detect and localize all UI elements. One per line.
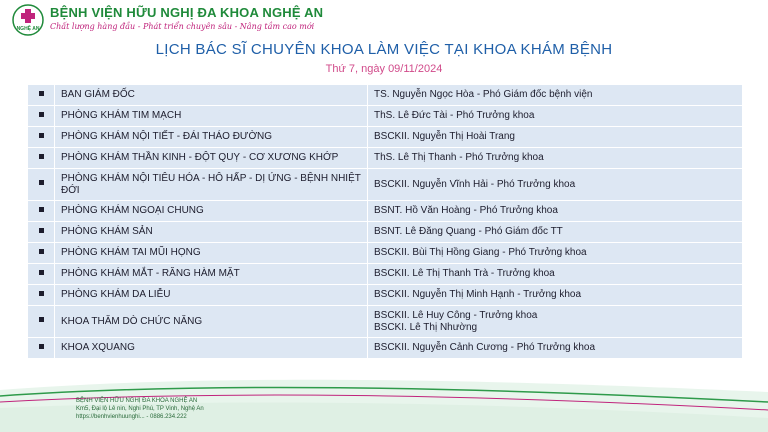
department-cell: PHÒNG KHÁM SẢN: [55, 222, 368, 243]
bullet-icon: [28, 222, 55, 243]
bullet-icon: [28, 127, 55, 148]
bullet-icon: [28, 264, 55, 285]
bullet-icon: [28, 85, 55, 106]
doctor-cell: BSCKII. Nguyễn Cảnh Cương - Phó Trưởng khoa: [368, 338, 743, 359]
department-cell: PHÒNG KHÁM TAI MŨI HỌNG: [55, 243, 368, 264]
department-cell: KHOA XQUANG: [55, 338, 368, 359]
table-row: [28, 243, 743, 264]
hospital-slogan: Chất lượng hàng đầu - Phát triển chuyên sâu - Nâng tầm cao mới: [50, 22, 315, 31]
page-title: LỊCH BÁC SĨ CHUYÊN KHOA LÀM VIỆC TẠI KHOA KHÁM BỆNH: [155, 41, 613, 58]
department-cell: PHÒNG KHÁM NỘI TIẾT - ĐÁI THÁO ĐƯỜNG: [55, 127, 368, 148]
department-cell: BAN GIÁM ĐỐC: [55, 85, 368, 106]
bullet-icon: [28, 306, 55, 338]
table-row: [28, 106, 743, 127]
hospital-logo: [12, 4, 44, 36]
table-row: [28, 222, 743, 243]
table-row: [28, 127, 743, 148]
doctor-cell: BSCKII. Nguyễn Thị Hoài Trang: [368, 127, 743, 148]
doctor-cell: BSNT. Hồ Văn Hoàng - Phó Trưởng khoa: [368, 201, 743, 222]
table-row: [28, 85, 743, 106]
bullet-icon: [28, 106, 55, 127]
doctor-cell: [368, 306, 743, 338]
department-cell: PHÒNG KHÁM TIM MẠCH: [55, 106, 368, 127]
table-row: [28, 264, 743, 285]
table-row: [28, 338, 743, 359]
doctor-cell: BSCKII. Nguyễn Thị Minh Hạnh - Trưởng khoa: [368, 285, 743, 306]
doctor-line: BSCKII. Lê Huy Công - Trưởng khoa: [374, 309, 538, 321]
table-row: [28, 148, 743, 169]
doctor-cell: TS. Nguyễn Ngọc Hòa - Phó Giám đốc bệnh viện: [368, 85, 743, 106]
footer-info: [76, 397, 204, 421]
department-cell: PHÒNG KHÁM NỘI TIÊU HÓA - HÔ HẤP - DỊ ỨNG - BỆNH NHIỆT ĐỚI: [55, 169, 368, 201]
department-cell: PHÒNG KHÁM DA LIỄU: [55, 285, 368, 306]
doctor-cell: BSNT. Lê Đăng Quang - Phó Giám đốc TT: [368, 222, 743, 243]
table-row: [28, 285, 743, 306]
footer-hospital-name: BỆNH VIỆN HỮU NGHỊ ĐA KHOA NGHỆ AN: [76, 398, 198, 404]
schedule-table: [27, 84, 743, 359]
doctor-cell: ThS. Lê Thị Thanh - Phó Trưởng khoa: [368, 148, 743, 169]
hospital-name: BỆNH VIỆN HỮU NGHỊ ĐA KHOA NGHỆ AN: [50, 5, 324, 20]
bullet-icon: [28, 243, 55, 264]
header: [0, 0, 768, 40]
bullet-icon: [28, 169, 55, 201]
bullet-icon: [28, 201, 55, 222]
doctor-cell: ThS. Lê Đức Tài - Phó Trưởng khoa: [368, 106, 743, 127]
doctor-cell: BSCKII. Lê Thị Thanh Trà - Trưởng khoa: [368, 264, 743, 285]
table-row: [28, 306, 743, 338]
table-row: [28, 169, 743, 201]
doctor-line: BSCKI. Lê Thị Nhường: [374, 321, 478, 333]
bullet-icon: [28, 148, 55, 169]
logo-text: NGHỆ AN: [16, 26, 40, 32]
footer-address: Km5, Đại lộ Lê nin, Nghi Phú, TP Vinh, Nghệ An: [76, 406, 204, 412]
department-cell: PHÒNG KHÁM MẮT - RĂNG HÀM MẶT: [55, 264, 368, 285]
footer-contact: https://benhvienhuunghi... - 0886.234.222: [76, 414, 187, 420]
doctor-cell: BSCKII. Bùi Thị Hồng Giang - Phó Trưởng khoa: [368, 243, 743, 264]
bullet-icon: [28, 285, 55, 306]
table-row: [28, 201, 743, 222]
department-cell: KHOA THĂM DÒ CHỨC NĂNG: [55, 306, 368, 338]
bullet-icon: [28, 338, 55, 359]
department-cell: PHÒNG KHÁM THẦN KINH - ĐỘT QUỴ - CƠ XƯƠNG KHỚP: [55, 148, 368, 169]
department-cell: PHÒNG KHÁM NGOẠI CHUNG: [55, 201, 368, 222]
doctor-cell: BSCKII. Nguyễn Vĩnh Hải - Phó Trưởng khoa: [368, 169, 743, 201]
page-subtitle: Thứ 7, ngày 09/11/2024: [325, 63, 443, 75]
